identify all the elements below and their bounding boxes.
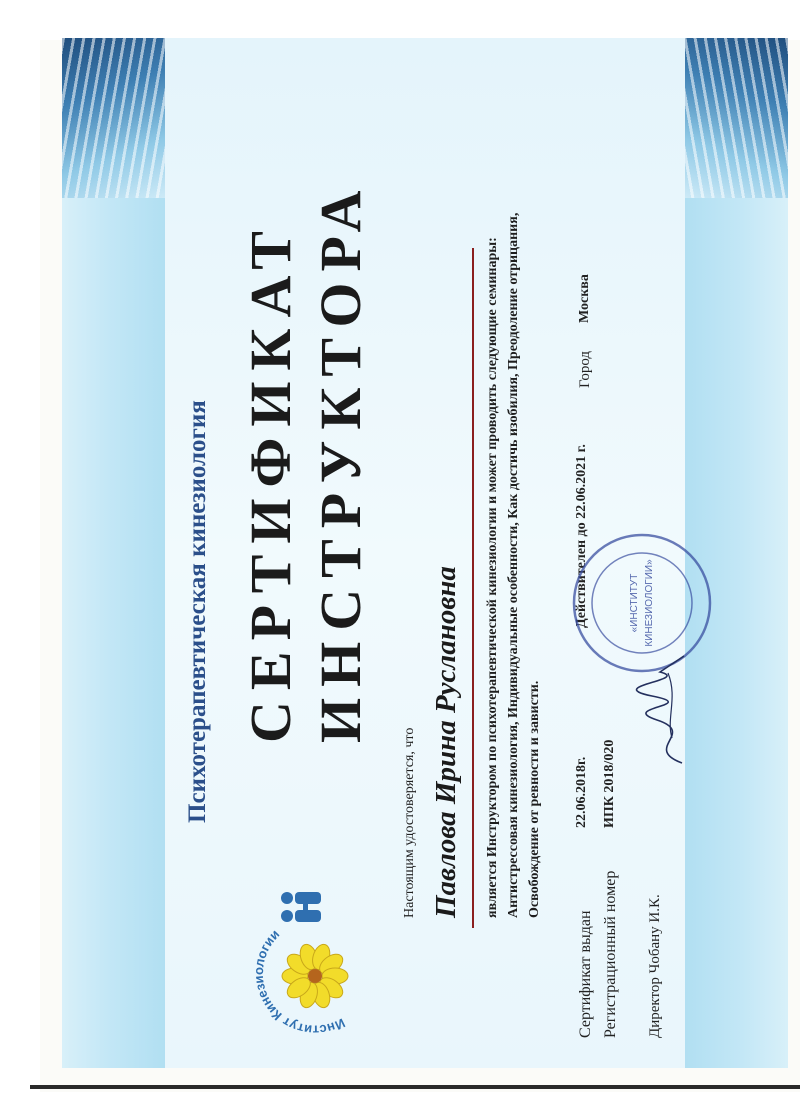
issued-date: 22.06.2018г. bbox=[574, 756, 589, 828]
intro-text: Настоящим удостоверяется, что bbox=[402, 727, 417, 918]
certificate-title-line1: СЕРТИФИКАТ bbox=[238, 220, 303, 743]
director-name: Директор Чобану И.К. bbox=[647, 894, 663, 1038]
certificate-title-line2: ИНСТРУКТОРА bbox=[308, 179, 373, 743]
certificate-content bbox=[62, 38, 788, 1068]
organization-name: Психотерапевтическая кинезиология bbox=[184, 400, 211, 823]
issued-label: Сертификат выдан bbox=[577, 910, 594, 1038]
valid-until: Действителен до 22.06.2021 г. bbox=[574, 444, 589, 628]
city: Москва bbox=[577, 274, 592, 323]
certificate-body: является Инструктором по психотерапевтической кинезиологии и может проводить следующие семинары: Антистрессовая кинезиология, Индивидуальные особенности, Как достичь изобилия, Преодоление отрицания, Освобождение от ревности и зависти. bbox=[485, 212, 542, 918]
registration-label: Регистрационный номер bbox=[602, 870, 619, 1038]
holder-name: Павлова Ирина Руслановна bbox=[430, 566, 462, 918]
name-underline bbox=[472, 248, 474, 928]
flower-logo-icon bbox=[247, 888, 367, 1048]
city-label: Город bbox=[577, 350, 593, 388]
certificate bbox=[62, 38, 788, 1068]
signature bbox=[622, 648, 707, 768]
svg-text:КИНЕЗИОЛОГИИ»: КИНЕЗИОЛОГИИ» bbox=[644, 559, 655, 647]
svg-text:«ИНСТИТУТ: «ИНСТИТУТ bbox=[629, 573, 640, 633]
scan-edge-line bbox=[30, 1085, 800, 1089]
registration-number: ИПК 2018/020 bbox=[602, 739, 617, 828]
svg-text:Институт Кинезиологии: Институт Кинезиологии bbox=[250, 926, 348, 1038]
